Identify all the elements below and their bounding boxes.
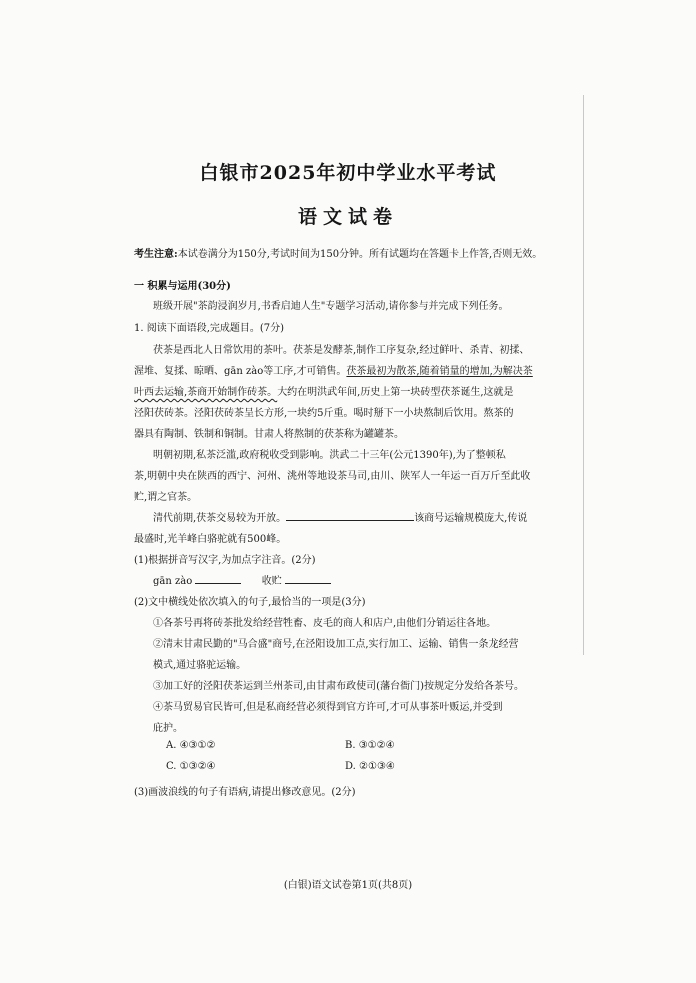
passage-p1-line4: 泾阳茯砖茶。泾阳茯砖茶呈长方形,一块约5斤重。喝时掰下一小块熬制后饮用。熬茶的: [134, 408, 514, 419]
passage-p3-line1: [153, 509, 527, 524]
passage-text: 大约在明洪武年间,历史上第一块砖型茯茶诞生,这就是: [277, 387, 514, 398]
sub-question-2-stem: (2)文中横线处依次填入的句子,最恰当的一项是(3分): [134, 597, 366, 608]
fill-in-blank-line: [286, 509, 414, 521]
wavy-underlined-sentence: 茯茶最初为散茶,随着销量的增加,为解决茶: [346, 366, 533, 377]
sub-question-3-stem: (3)画波浪线的句子有语病,请提出修改意见。(2分): [134, 787, 356, 798]
notice-text: 本试卷满分为150分,考试时间为150分钟。所有试题均在答题卡上作答,否则无效。: [177, 249, 543, 260]
passage-p1-line3: [134, 383, 514, 398]
option-b: B. ③①②④: [345, 740, 395, 751]
passage-p1-line5: 器具有陶制、铁制和铜制。甘肃人将熬制的茯茶称为罐罐茶。: [134, 429, 404, 440]
option-d: D. ②①③④: [345, 761, 395, 772]
exam-subtitle: 语文试卷: [297, 206, 398, 228]
sentence-1: ①各茶号再将砖茶批发给经营牲畜、皮毛的商人和店户,由他们分销运往各地。: [153, 618, 497, 629]
passage-text: 该商号运输规模庞大,传说: [414, 513, 528, 524]
answer-blank-2: [285, 572, 331, 584]
section-intro: 班级开展"茶韵浸润岁月,书香启迪人生"专题学习活动,请你参与并完成下列任务。: [153, 301, 509, 312]
passage-p1-line2: [134, 362, 533, 377]
option-c: C. ①③②④: [166, 761, 216, 772]
sub-question-1-answers: [153, 572, 331, 587]
page-footer: (白银)语文试卷第1页(共8页): [283, 880, 413, 891]
sub-question-1-stem: (1)根据拼音写汉字,为加点字注音。(2分): [134, 555, 316, 566]
sentence-4-line1: ④茶马贸易官民皆可,但是私商经营必须得到官方许可,才可从事茶叶贩运,并受到: [153, 702, 503, 713]
exam-notice: [134, 245, 542, 260]
passage-p2-line1: 明朝初期,私茶泛滥,政府税收受到影响。洪武二十三年(公元1390年),为了整顿私: [153, 450, 506, 461]
pinyin-prompt: gān zào: [153, 576, 193, 587]
exam-title: 白银市2025年初中学业水平考试: [199, 162, 497, 184]
passage-text: 清代前期,茯茶交易较为开放。: [153, 513, 287, 524]
section-heading: 一 积累与运用(30分): [134, 281, 231, 292]
sentence-2-line2: 模式,通过骆驼运输。: [153, 660, 247, 671]
passage-text: 渥堆、复揉、晾晒、gān zào等工序,才可销售。: [134, 366, 347, 377]
sentence-4-line2: 庇护。: [153, 723, 183, 734]
wavy-underlined-sentence-end: 叶西去运输,茶商开始制作砖茶。: [134, 387, 278, 398]
passage-p3-line2: 最盛时,光羊峰白骆驼就有500峰。: [134, 534, 287, 545]
sentence-2-line1: ②清末甘肃民勤的"马合盛"商号,在泾阳设加工点,实行加工、运输、销售一条龙经营: [153, 639, 519, 650]
passage-p1-line1: 茯茶是西北人日常饮用的茶叶。茯茶是发酵茶,制作工序复杂,经过鲜叶、杀青、初揉、: [153, 345, 530, 356]
dotted-word-prompt: 收贮: [261, 576, 282, 587]
passage-p2-line3: 贮,谓之官茶。: [134, 492, 198, 503]
notice-label: 考生注意:: [134, 249, 178, 260]
answer-blank-1: [195, 572, 241, 584]
question-1-stem: 1. 阅读下面语段,完成题目。(7分): [134, 323, 285, 334]
passage-p2-line2: 茶,明朝中央在陕西的西宁、河州、洮州等地设茶马司,由川、陕军人一年运一百万斤至此收: [134, 471, 531, 482]
option-a: A. ④③①②: [166, 740, 216, 751]
sentence-3: ③加工好的泾阳茯茶运到兰州茶司,由甘肃布政使司(藩台衙门)按规定分发给各茶号。: [153, 681, 524, 692]
